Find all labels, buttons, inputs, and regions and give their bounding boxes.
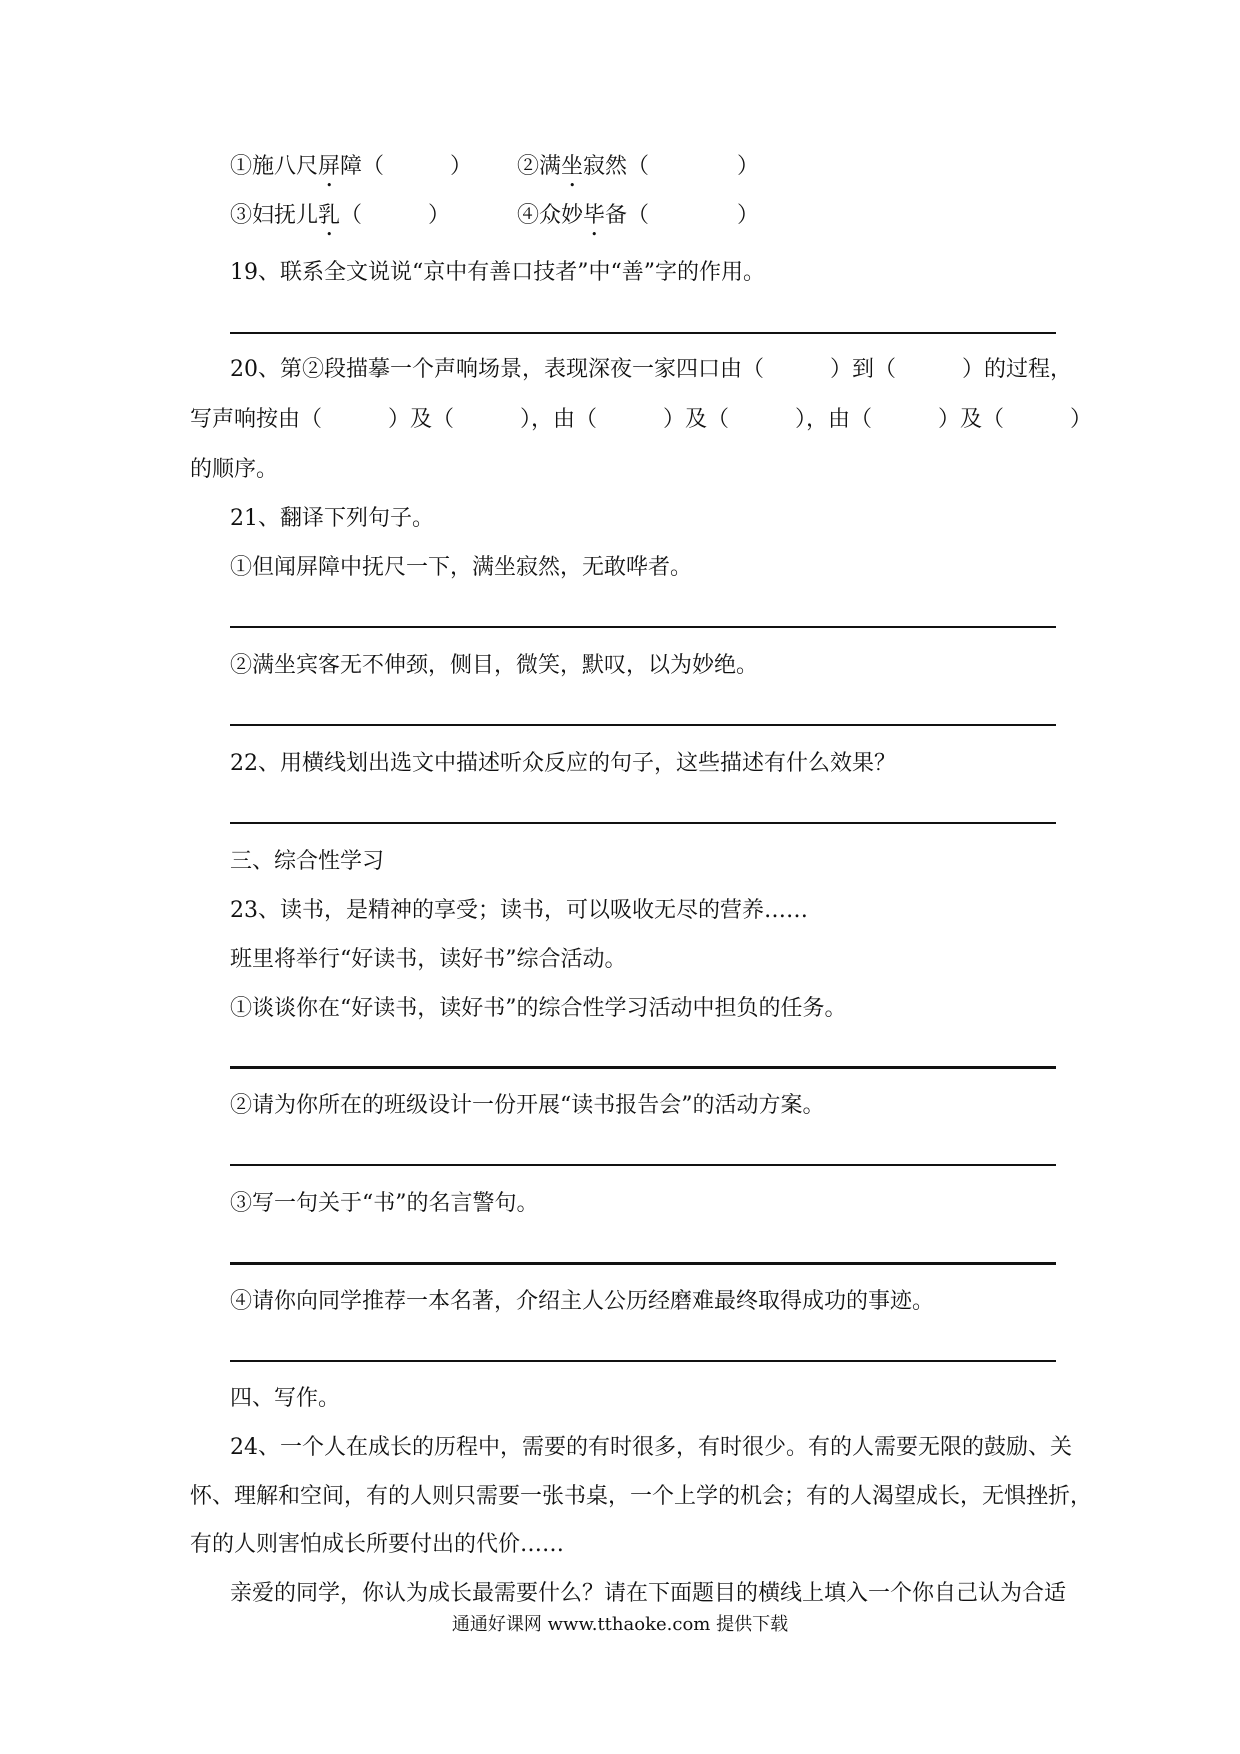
q21-sentence-2: ②满坐宾客无不伸颈，侧目，微笑，默叹，以为妙绝。 <box>230 653 759 678</box>
q21-sentence-1: ①但闻屏障中抚尺一下，满坐寂然，无敢哗者。 <box>230 555 693 580</box>
section-4-heading: 四、写作。 <box>230 1386 341 1411</box>
q18-item-1-key: 屏 <box>318 154 341 179</box>
q23-intro-1: 23、读书，是精神的享受；读书，可以吸收无尽的营养…… <box>230 898 808 923</box>
q23-answer-line-4 <box>230 1360 1056 1362</box>
q23-prompt-3: ③写一句关于“书”的名言警句。 <box>230 1191 539 1216</box>
q20-line-1: 20、第②段描摹一个声响场景，表现深夜一家四口由（ ）到（ ）的过程， <box>230 357 1072 382</box>
q18-item-2-key: 坐 <box>561 154 584 179</box>
q19-question: 19、联系全文说说“京中有善口技者”中“善”字的作用。 <box>230 260 765 285</box>
q23-answer-line-2 <box>230 1164 1056 1166</box>
q20-line-3: 的顺序。 <box>190 457 279 482</box>
q21-answer-line-2 <box>230 724 1056 726</box>
q24-line-3: 有的人则害怕成长所要付出的代价…… <box>190 1532 565 1557</box>
q18-item-2: ②满坐寂然（ ） <box>517 154 760 179</box>
q18-item-1: ①施八尺屏障（ ） <box>230 154 473 179</box>
section-3-heading: 三、综合性学习 <box>230 849 385 874</box>
q22-question: 22、用横线划出选文中描述听众反应的句子，这些描述有什么效果？ <box>230 751 896 776</box>
q22-answer-line <box>230 822 1056 824</box>
q18-item-4-key: 毕 <box>583 203 606 228</box>
q18-item-3: ③妇抚儿乳（ ） <box>230 203 451 228</box>
q24-line-2: 怀、理解和空间，有的人则只需要一张书桌，一个上学的机会；有的人渴望成长，无惧挫折， <box>190 1484 1093 1509</box>
q23-intro-2: 班里将举行“好读书，读好书”综合活动。 <box>230 947 627 972</box>
q21-answer-line-1 <box>230 626 1056 628</box>
q23-answer-line-3 <box>230 1262 1056 1265</box>
q21-title: 21、翻译下列句子。 <box>230 506 434 531</box>
q23-prompt-4: ④请你向同学推荐一本名著，介绍主人公历经磨难最终取得成功的事迹。 <box>230 1289 935 1314</box>
q24-line-4: 亲爱的同学，你认为成长最需要什么？请在下面题目的横线上填入一个你自己认为合适 <box>230 1581 1067 1606</box>
q23-answer-line-1 <box>230 1066 1056 1069</box>
q19-answer-line <box>230 332 1056 334</box>
q20-line-2: 写声响按由（ ）及（ ），由（ ）及（ ），由（ ）及（ ） <box>190 407 1093 432</box>
q23-prompt-2: ②请为你所在的班级设计一份开展“读书报告会”的活动方案。 <box>230 1093 825 1118</box>
q24-line-1: 24、一个人在成长的历程中，需要的有时很多，有时很少。有的人需要无限的鼓励、关 <box>230 1435 1072 1460</box>
q23-prompt-1: ①谈谈你在“好读书，读好书”的综合性学习活动中担负的任务。 <box>230 996 847 1021</box>
page-footer: 通通好课网 www.tthaoke.com 提供下载 <box>451 1614 789 1635</box>
q18-item-4: ④众妙毕备（ ） <box>517 203 760 228</box>
q18-item-3-key: 乳 <box>318 203 341 228</box>
